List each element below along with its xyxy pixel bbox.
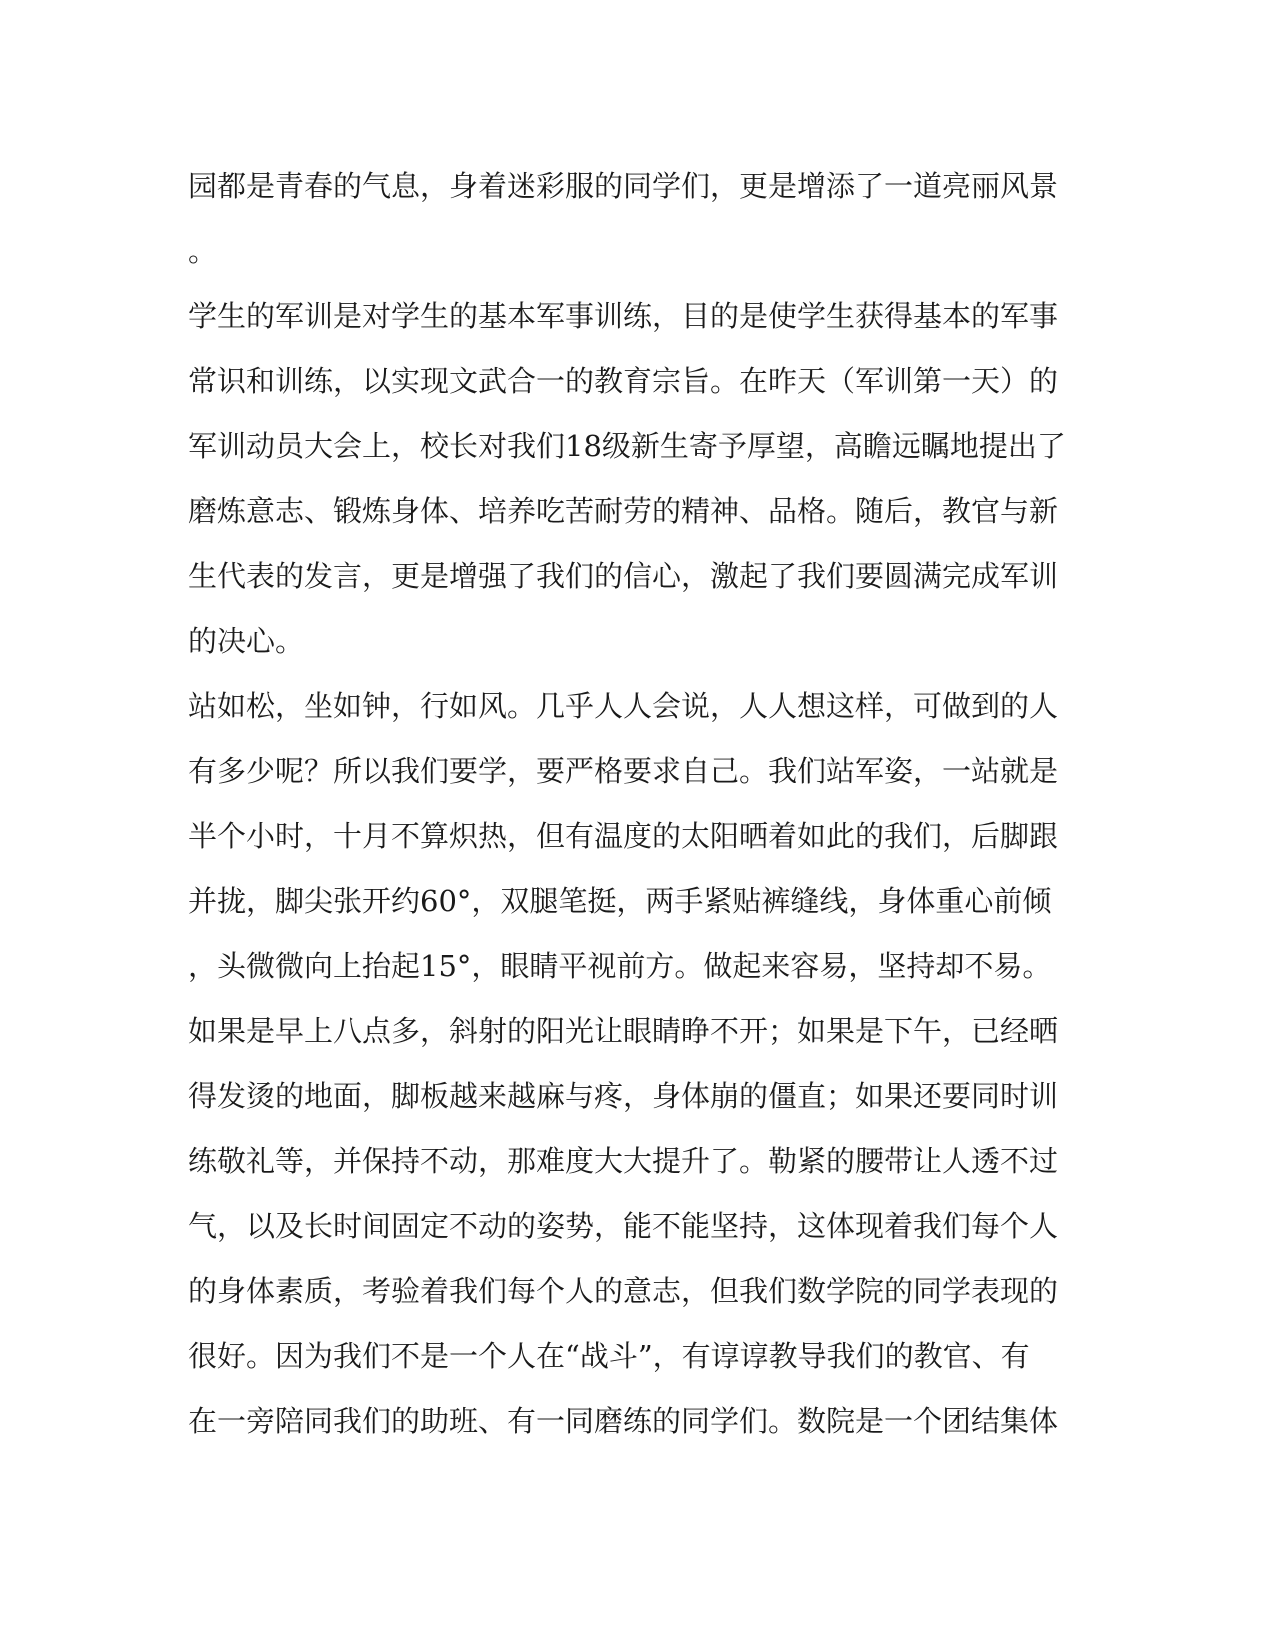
text-line: 如果是早上八点多，斜射的阳光让眼睛睁不开；如果是下午，已经晒: [188, 1014, 1059, 1048]
text-line: 练敬礼等，并保持不动，那难度大大提升了。勒紧的腰带让人透不过: [188, 1144, 1059, 1178]
text-line: 半个小时，十月不算炽热，但有温度的太阳晒着如此的我们，后脚跟: [188, 819, 1059, 853]
text-line: 生代表的发言，更是增强了我们的信心，激起了我们要圆满完成军训: [188, 559, 1059, 593]
text-line: 园都是青春的气息，身着迷彩服的同学们，更是增添了一道亮丽风景: [188, 169, 1059, 203]
text-line: 。: [188, 234, 218, 268]
text-line: 有多少呢？所以我们要学，要严格要求自己。我们站军姿，一站就是: [188, 754, 1059, 788]
body-text: [188, 154, 1068, 1454]
text-line: 在一旁陪同我们的助班、有一同磨练的同学们。数院是一个团结集体: [188, 1404, 1059, 1438]
text-line: 常识和训练，以实现文武合一的教育宗旨。在昨天（军训第一天）的: [188, 364, 1059, 398]
text-line: ，头微微向上抬起15°，眼睛平视前方。做起来容易，坚持却不易。: [188, 949, 1052, 983]
text-line: 的决心。: [188, 624, 305, 658]
text-line: 学生的军训是对学生的基本军事训练，目的是使学生获得基本的军事: [188, 299, 1059, 333]
text-line: 气，以及长时间固定不动的姿势，能不能坚持，这体现着我们每个人: [188, 1209, 1059, 1243]
text-line: 站如松，坐如钟，行如风。几乎人人会说，人人想这样，可做到的人: [188, 689, 1059, 723]
text-line: 磨炼意志、锻炼身体、培养吃苦耐劳的精神、品格。随后，教官与新: [188, 494, 1059, 528]
text-line: 的身体素质，考验着我们每个人的意志，但我们数学院的同学表现的: [188, 1274, 1059, 1308]
text-line: 很好。因为我们不是一个人在“战斗”，有谆谆教导我们的教官、有: [188, 1339, 1030, 1373]
text-line: 得发烫的地面，脚板越来越麻与疼，身体崩的僵直；如果还要同时训: [188, 1079, 1059, 1113]
text-line: 并拢，脚尖张开约60°，双腿笔挺，两手紧贴裤缝线，身体重心前倾: [188, 884, 1052, 918]
text-line: 军训动员大会上，校长对我们18级新生寄予厚望，高瞻远瞩地提出了: [188, 429, 1066, 463]
